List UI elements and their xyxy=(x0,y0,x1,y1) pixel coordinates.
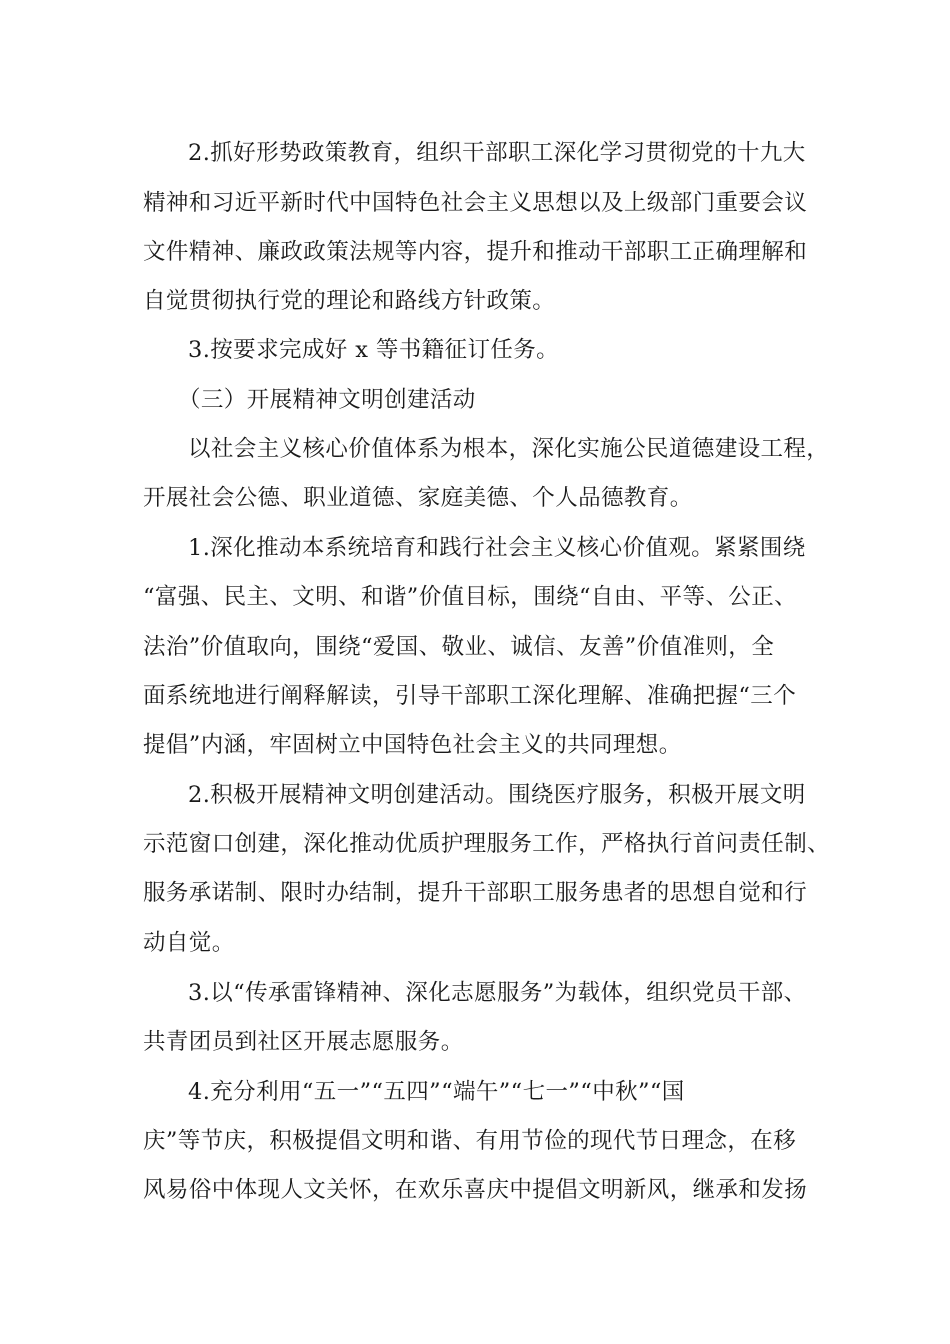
paragraph-1-line-1: 2.抓好形势政策教育，组织干部职工深化学习贯彻党的十九大 xyxy=(188,140,806,166)
paragraph-4-line-2: 开展社会公德、职业道德、家庭美德、个人品德教育。 xyxy=(143,485,693,511)
paragraph-2-line-1: 3.按要求完成好 x 等书籍征订任务。 xyxy=(188,337,560,363)
paragraph-8-line-2: 庆”等节庆，积极提倡文明和谐、有用节俭的现代节日理念，在移 xyxy=(143,1128,797,1154)
paragraph-5-line-5: 提倡”内涵，牢固树立中国特色社会主义的共同理想。 xyxy=(143,732,682,758)
paragraph-8-line-1: 4.充分利用“五一”“五四”“端午”“七一”“中秋”“国 xyxy=(188,1079,685,1105)
section-heading: （三）开展精神文明创建活动 xyxy=(178,387,476,413)
paragraph-5-line-4: 面系统地进行阐释解读，引导干部职工深化理解、准确把握“三个 xyxy=(143,683,797,709)
paragraph-6-line-1: 2.积极开展精神文明创建活动。围绕医疗服务，积极开展文明 xyxy=(188,782,806,808)
paragraph-1-line-3: 文件精神、廉政政策法规等内容，提升和推动干部职工正确理解和 xyxy=(143,239,808,265)
paragraph-4-line-1: 以社会主义核心价值体系为根本，深化实施公民道德建设工程， xyxy=(188,436,830,462)
paragraph-5-line-3: 法治”价值取向，围绕“爱国、敬业、诚信、友善”价值准则，全 xyxy=(143,634,775,660)
paragraph-6-line-4: 动自觉。 xyxy=(143,930,235,956)
paragraph-7-line-1: 3.以“传承雷锋精神、深化志愿服务”为载体，组织党员干部、 xyxy=(188,980,807,1006)
paragraph-6-line-2: 示范窗口创建，深化推动优质护理服务工作，严格执行首问责任制、 xyxy=(143,831,831,857)
paragraph-8-line-3: 风易俗中体现人文关怀，在欢乐喜庆中提倡文明新风，继承和发扬 xyxy=(143,1177,808,1203)
paragraph-1-line-4: 自觉贯彻执行党的理论和路线方针政策。 xyxy=(143,288,556,314)
paragraph-6-line-3: 服务承诺制、限时办结制，提升干部职工服务患者的思想自觉和行 xyxy=(143,880,808,906)
paragraph-7-line-2: 共青团员到社区开展志愿服务。 xyxy=(143,1029,464,1055)
paragraph-1-line-2: 精神和习近平新时代中国特色社会主义思想以及上级部门重要会议 xyxy=(143,190,808,216)
paragraph-5-line-1: 1.深化推动本系统培育和践行社会主义核心价值观。紧紧围绕 xyxy=(188,535,806,561)
paragraph-5-line-2: “富强、民主、文明、和谐”价值目标，围绕“自由、平等、公正、 xyxy=(143,584,798,610)
